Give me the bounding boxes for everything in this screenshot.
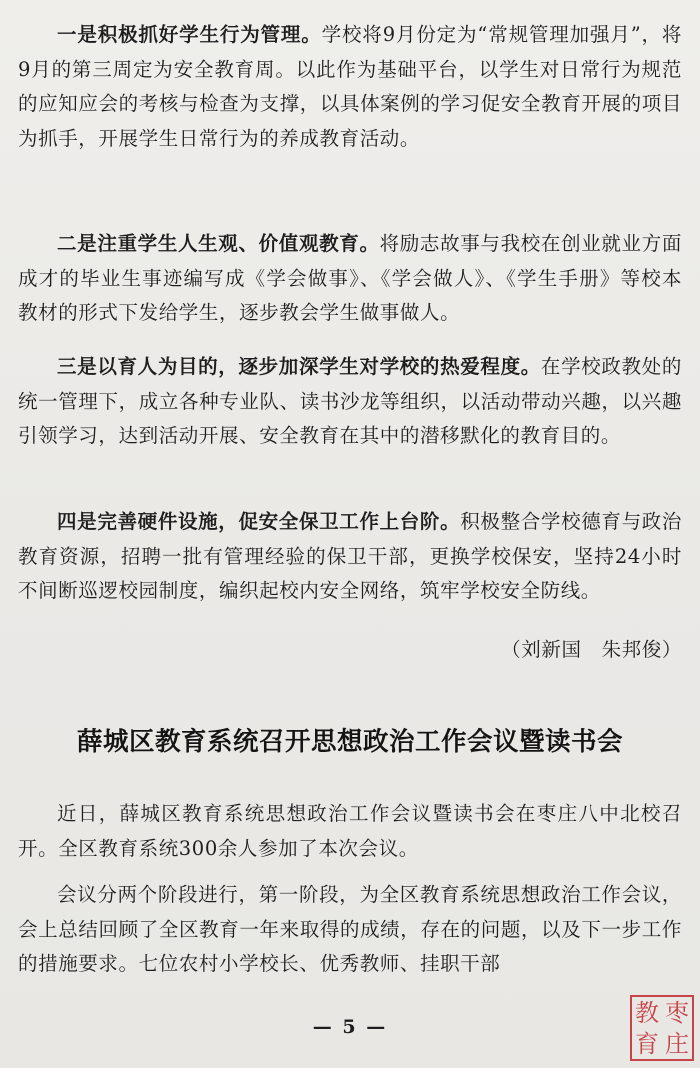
seal-char: 枣 — [665, 998, 689, 1027]
paragraph-school-affection — [18, 350, 682, 454]
article-paragraph: 会议分两个阶段进行，第一阶段，为全区教育系统思想政治工作会议，会上总结回顾了全区教育一年来取得的成绩，存在的问题，以及下一步工作的措施要求。七位农村小学校长、优秀教师、挂职干部 — [18, 883, 682, 976]
paragraph-values-education — [18, 227, 682, 331]
article-paragraph: 近日，薛城区教育系统思想政治工作会议暨读书会在枣庄八中北校召开。全区教育系统300余人参加了本次会议。 — [18, 802, 682, 860]
byline-close: ） — [661, 638, 682, 661]
paragraph-behavior-management — [18, 18, 682, 156]
article-headline: 薛城区教育系统召开思想政治工作会议暨读书会 — [76, 727, 623, 757]
seal-char: 教 — [635, 998, 659, 1027]
seal-char: 育 — [635, 1029, 659, 1058]
paragraph-body: 学校将9月份定为“常规管理加强月”，将9月的第三周定为安全教育周。以此作为基础平台，以学生对日常行为规范的应知应会的考核与检查为支撑，以具体案例的学习促安全教育开展的项目为抓手，开展学生日常行为的养成教育活动。 — [18, 23, 682, 150]
byline-open: （ — [501, 638, 522, 661]
paragraph-lead: 三是以育人为目的，逐步加深学生对学校的热爱程度。 — [57, 355, 541, 378]
paragraph-lead: 四是完善硬件设施，促安全保卫工作上台阶。 — [57, 510, 461, 533]
paragraph-lead: 一是积极抓好学生行为管理。 — [57, 23, 322, 46]
paragraph-hardware-security — [18, 505, 682, 609]
seal-char: 庄 — [665, 1029, 689, 1058]
author-name: 朱邦俊 — [601, 638, 662, 661]
paragraph-body: 在学校政教处的统一管理下，成立各种专业队、读书沙龙等组织，以活动带动兴趣，以兴趣引领学习，达到活动开展、安全教育在其中的潜移默化的教育目的。 — [18, 355, 683, 448]
author-byline — [501, 633, 682, 668]
page-number: — 5 — — [312, 1016, 388, 1038]
author-name: 刘新国 — [521, 638, 582, 661]
paragraph-body: 积极整合学校德育与政治教育资源，招聘一批有管理经验的保卫干部，更换学校保安，坚持24小时不间断巡逻校园制度，编织起校内安全网络，筑牢学校安全防线。 — [18, 510, 682, 603]
paragraph-lead: 二是注重学生人生观、价值观教育。 — [57, 232, 380, 255]
seal-stamp — [630, 995, 694, 1061]
paragraph-body: 将励志故事与我校在创业就业方面成才的毕业生事迹编写成《学会做事》、《学会做人》、《学生手册》等校本教材的形式下发给学生，逐步教会学生做事做人。 — [18, 232, 682, 325]
